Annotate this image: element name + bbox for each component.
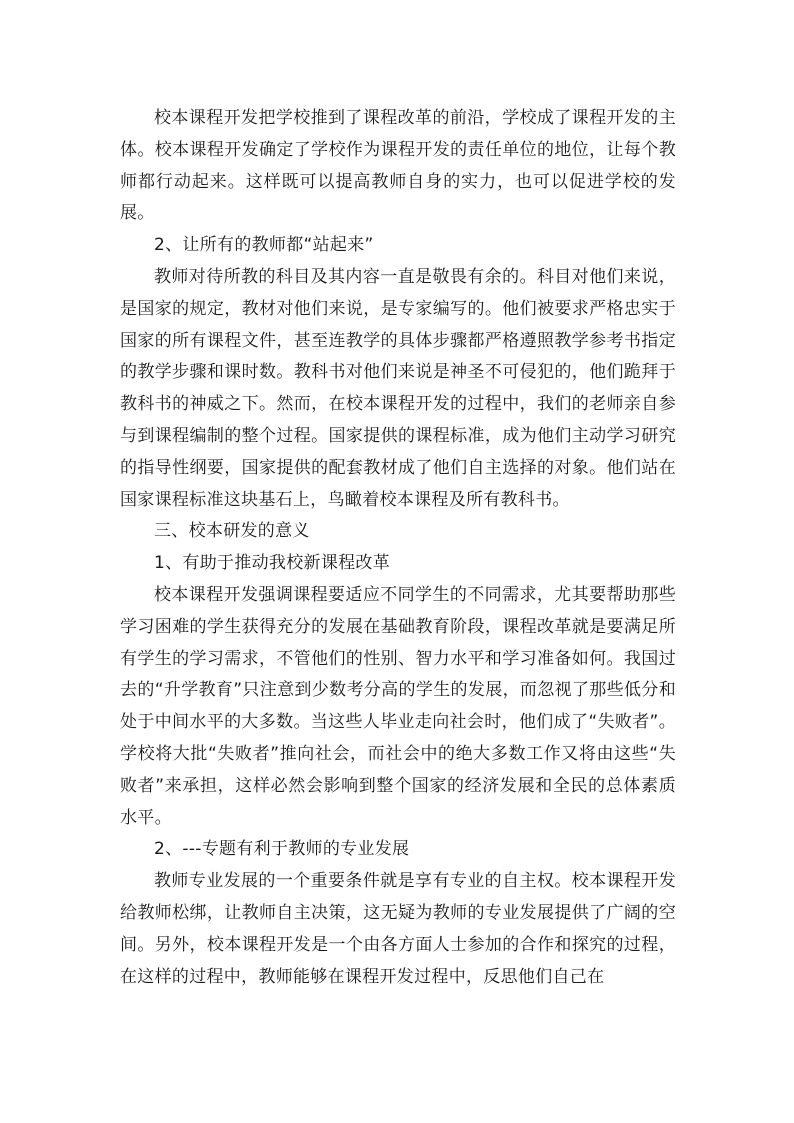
heading-teachers-stand-up: 2、让所有的教师都“站起来” <box>154 235 374 256</box>
paragraph-school-curriculum-subject: 校本课程开发把学校推到了课程改革的前沿，学校成了课程开发的主体。校本课程开发确定了学校作为课程开发的责任单位的地位，让每个教师都行动起来。这样既可以提高教师自身的实力，也可以促进学校的发展。 <box>120 108 676 224</box>
paragraph-student-needs: 校本课程开发强调课程要适应不同学生的不同需求，尤其要帮助那些学习困难的学生获得充分的发展在基础教育阶段，课程改革就是要满足所有学生的学习需求，不管他们的性别、智力水平和学习准备如何。我国过去的“升学教育”只注意到少数考分高的学生的发展，而忽视了那些低分和处于中间水平的大多数。当这些人毕业走向社会时，他们成了“失败者”。学校将大批“失败者”推向社会，而社会中的绝大多数工作又将由这些“失败者”来承担，这样必然会影响到整个国家的经济发展和全民的总体素质水平。 <box>120 584 676 828</box>
heading-significance: 三、校本研发的意义 <box>154 521 310 542</box>
document-page <box>120 103 676 993</box>
heading-teacher-development: 2、---专题有利于教师的专业发展 <box>154 839 410 860</box>
paragraph-professional-autonomy: 教师专业发展的一个重要条件就是享有专业的自主权。校本课程开发给教师松绑，让教师自主决策，这无疑为教师的专业发展提供了广阔的空间。另外，校本课程开发是一个由各方面人士参加的合作和探究的过程，在这样的过程中，教师能够在课程开发过程中，反思他们自己在 <box>120 871 676 987</box>
heading-promote-reform: 1、有助于推动我校新课程改革 <box>154 553 391 574</box>
paragraph-teachers-awe: 教师对待所教的科目及其内容一直是敬畏有余的。科目对他们来说，是国家的规定，教材对他们来说，是专家编写的。他们被要求严格忠实于国家的所有课程文件，甚至连教学的具体步骤都严格遵照教学参考书指定的教学步骤和课时数。教科书对他们来说是神圣不可侵犯的，他们跪拜于教科书的神威之下。然而，在校本课程开发的过程中，我们的老师亲自参与到课程编制的整个过程。国家提供的课程标准，成为他们主动学习研究的指导性纲要，国家提供的配套教材成了他们自主选择的对象。他们站在国家课程标准这块基石上，鸟瞰着校本课程及所有教科书。 <box>120 266 676 510</box>
